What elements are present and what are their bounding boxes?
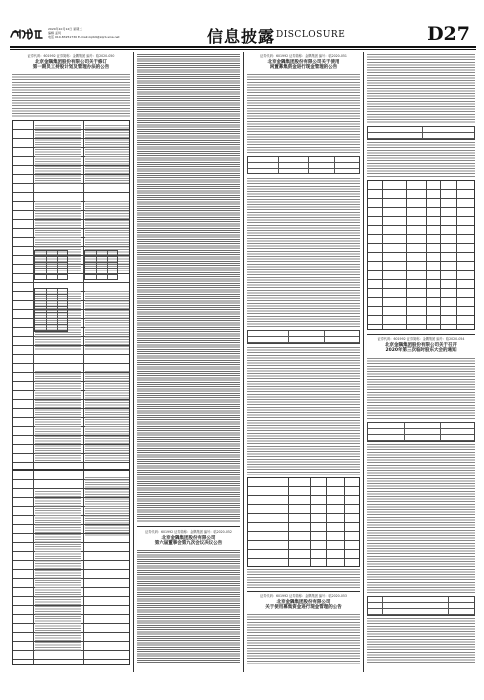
announcement-body-1 bbox=[12, 74, 130, 118]
amendment-table bbox=[12, 120, 130, 470]
announcement-body-2-continued bbox=[247, 178, 360, 328]
announcement-body-3 bbox=[137, 550, 240, 664]
column-divider bbox=[363, 52, 364, 672]
section-title: 信息披露 bbox=[207, 27, 276, 46]
contact-line: 电话 010-83251730 E-mail:zqrb9@zqrb.sina.net bbox=[48, 35, 120, 39]
newspaper-logo bbox=[10, 26, 44, 40]
product-info-table bbox=[367, 126, 475, 140]
section-divider bbox=[137, 526, 240, 527]
announcement-headline-3: 证券代码：601992 证券简称：金隅集团 编号：临2020-052 北京金隅集团股份有限公司 第六届董事会第九次会议决议公告 bbox=[145, 530, 232, 546]
editor-line: 编辑 孟珂 bbox=[48, 31, 61, 35]
financial-products-table bbox=[247, 477, 360, 567]
amendment-table-continued bbox=[12, 470, 130, 665]
wealth-management-table bbox=[367, 180, 475, 330]
fund-table bbox=[247, 156, 360, 174]
announcement-headline-2: 证券代码：601992 证券简称：金隅集团 编号：临2020-051 北京金隅集团股份有限公司关于使用 闲置募集资金进行现金管理的公告 bbox=[260, 54, 347, 70]
announcement-body-2-more bbox=[247, 347, 360, 475]
page-number: D27 bbox=[427, 23, 470, 45]
masthead-rule-thin bbox=[10, 49, 476, 50]
column-divider bbox=[133, 52, 134, 672]
inner-table bbox=[34, 288, 68, 332]
inner-table bbox=[84, 250, 118, 280]
fund-summary-table bbox=[247, 330, 360, 344]
announcement-body-5-end bbox=[367, 618, 475, 664]
masthead-rule bbox=[10, 46, 476, 48]
masthead-meta bbox=[48, 27, 120, 39]
announcement-body-1-continued bbox=[137, 54, 240, 522]
announcement-body-2-end bbox=[247, 569, 360, 589]
meeting-info-table bbox=[367, 422, 475, 442]
announcement-body-5-continued bbox=[367, 444, 475, 594]
announcement-headline-1: 证券代码：601992 证券简称：金隅集团 编号：临2020-050 北京金隅集团股份有限公司关于修订 第一期员工持股计划及管理办法的公告 bbox=[27, 54, 115, 70]
proposal-table bbox=[367, 596, 475, 616]
announcement-headline-4: 证券代码：601992 证券简称：金隅集团 编号：临2020-053 北京金隅集团股份有限公司 关于使用募集资金进行现金管理的公告 bbox=[260, 594, 347, 610]
section-divider bbox=[247, 591, 360, 592]
announcement-body-2 bbox=[247, 74, 360, 154]
inner-table bbox=[34, 250, 68, 280]
masthead bbox=[10, 23, 476, 46]
section-title-en: DISCLOSURE bbox=[276, 30, 346, 40]
announcement-body-5 bbox=[367, 358, 475, 420]
announcement-body-4-more bbox=[367, 142, 475, 178]
announcement-headline-5: 证券代码：601992 证券简称：金隅集团 编号：临2020-054 北京金隅集团股份有限公司关于召开 2020年第三次临时股东大会的通知 bbox=[377, 337, 465, 353]
announcement-body-4 bbox=[247, 614, 360, 664]
announcement-body-4-continued bbox=[367, 54, 475, 124]
newspaper-logo-graphic bbox=[10, 27, 44, 41]
issue-date: 2020年10月12日 星期二 bbox=[48, 27, 83, 31]
section-divider bbox=[367, 334, 475, 335]
column-divider bbox=[243, 52, 244, 672]
